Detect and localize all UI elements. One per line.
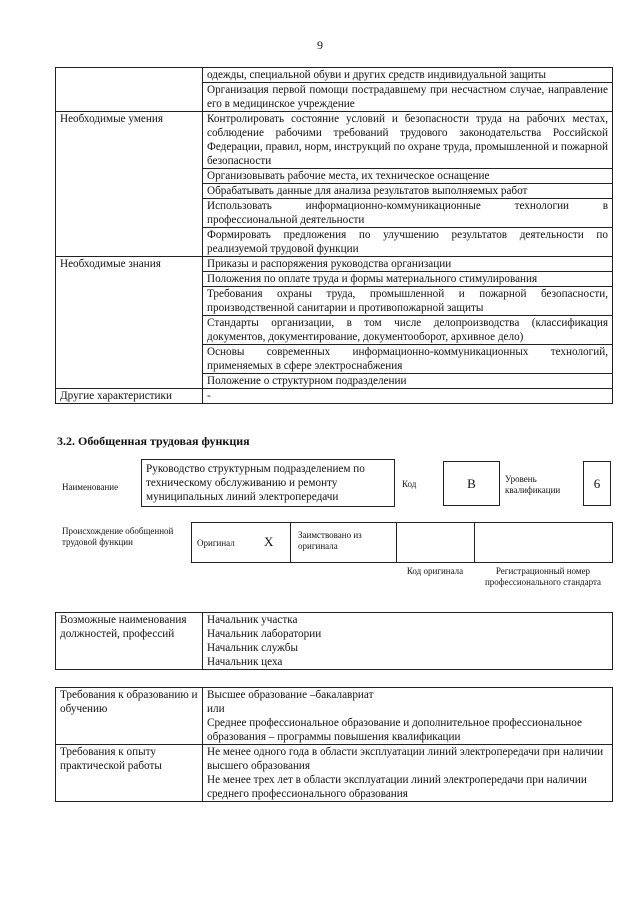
experience-cell [203, 745, 613, 802]
level-label: Уровень квалификации [505, 474, 561, 495]
name-value: Руководство структурным подразделением по техническому обслуживанию и ремонту муниципальных линий электропередачи [141, 459, 395, 507]
list-item: Не менее трех лет в области эксплуатации линий электропередачи при наличии среднего профессионального образования [207, 774, 587, 800]
experience-label: Требования к опыту практической работы [56, 745, 203, 802]
table-cell: Контролировать состояние условий и безопасности труда на рабочих местах, соблюдение рабочими требований трудового законодательства Российской Федерации, правил, норм, инструкций по охране труда, промышленной и пожарной безопасности [203, 112, 613, 169]
table-cell: Положения по оплате труда и формы материального стимулирования [203, 272, 613, 287]
divider [474, 522, 475, 563]
row-label-other: Другие характеристики [56, 389, 203, 404]
list-item: или [207, 703, 225, 715]
table-cell: Обрабатывать данные для анализа результатов выполняемых работ [203, 184, 613, 199]
requirements-table [55, 687, 613, 802]
table-cell: Использовать информационно-коммуникационные технологии в профессиональной деятельности [203, 199, 613, 228]
reg-number-caption: Регистрационный номер профессионального стандарта [484, 566, 602, 587]
education-cell [203, 688, 613, 745]
list-item: Начальник участка [207, 614, 298, 626]
positions-table [55, 612, 613, 670]
table-cell: Положение о структурном подразделении [203, 374, 613, 389]
divider [290, 522, 291, 563]
table-cell: Основы современных информационно-коммуникационных технологий, применяемых в сфере электроснабжения [203, 345, 613, 374]
row-label-empty [56, 68, 203, 112]
list-item: Начальник лаборатории [207, 628, 322, 640]
list-item: Начальник службы [207, 642, 298, 654]
borrowed-label: Заимствовано из оригинала [298, 530, 362, 551]
list-item: Высшее образование –бакалавриат [207, 689, 374, 701]
table-cell: Формировать предложения по улучшению результатов деятельности по реализуемой трудовой функции [203, 228, 613, 257]
table-cell: Организация первой помощи пострадавшему при несчастном случае, направление его в медицинское учреждение [203, 83, 613, 112]
level-value: 6 [583, 461, 611, 506]
row-label-skills: Необходимые умения [56, 112, 203, 257]
origin-table [191, 522, 613, 563]
origin-label: Происхождение обобщенной трудовой функции [62, 526, 174, 547]
table-cell: одежды, специальной обуви и других средств индивидуальной защиты [203, 68, 613, 83]
table-cell: Приказы и распоряжения руководства организации [203, 257, 613, 272]
table-cell: - [203, 389, 613, 404]
page-number: 9 [317, 38, 323, 52]
section-title: 3.2. Обобщенная трудовая функция [57, 434, 250, 448]
list-item: Среднее профессиональное образование и дополнительное профессиональное образования – программы повышения квалификации [207, 717, 582, 743]
original-mark: X [264, 534, 274, 549]
code-value: В [443, 461, 500, 506]
name-label: Наименование [62, 482, 119, 492]
education-label: Требования к образованию и обучению [56, 688, 203, 745]
table-cell: Стандарты организации, в том числе делопроизводства (классификация документов, документирование, документооборот, архивное дело) [203, 316, 613, 345]
divider [396, 522, 397, 563]
table-cell: Требования охраны труда, промышленной и пожарной безопасности, производственной санитарии и противопожарной защиты [203, 287, 613, 316]
row-label-knowledge: Необходимые знания [56, 257, 203, 389]
list-item: Начальник цеха [207, 656, 283, 668]
code-label: Код [402, 479, 417, 489]
positions-label: Возможные наименования должностей, профессий [56, 613, 203, 670]
skills-knowledge-table [55, 67, 613, 404]
table-cell: Организовывать рабочие места, их техническое оснащение [203, 169, 613, 184]
original-label: Оригинал [197, 538, 235, 548]
list-item: Не менее одного года в области эксплуатации линий электропередачи при наличии высшего образования [207, 746, 604, 772]
code-original-caption: Код оригинала [406, 566, 464, 576]
positions-list [203, 613, 613, 670]
